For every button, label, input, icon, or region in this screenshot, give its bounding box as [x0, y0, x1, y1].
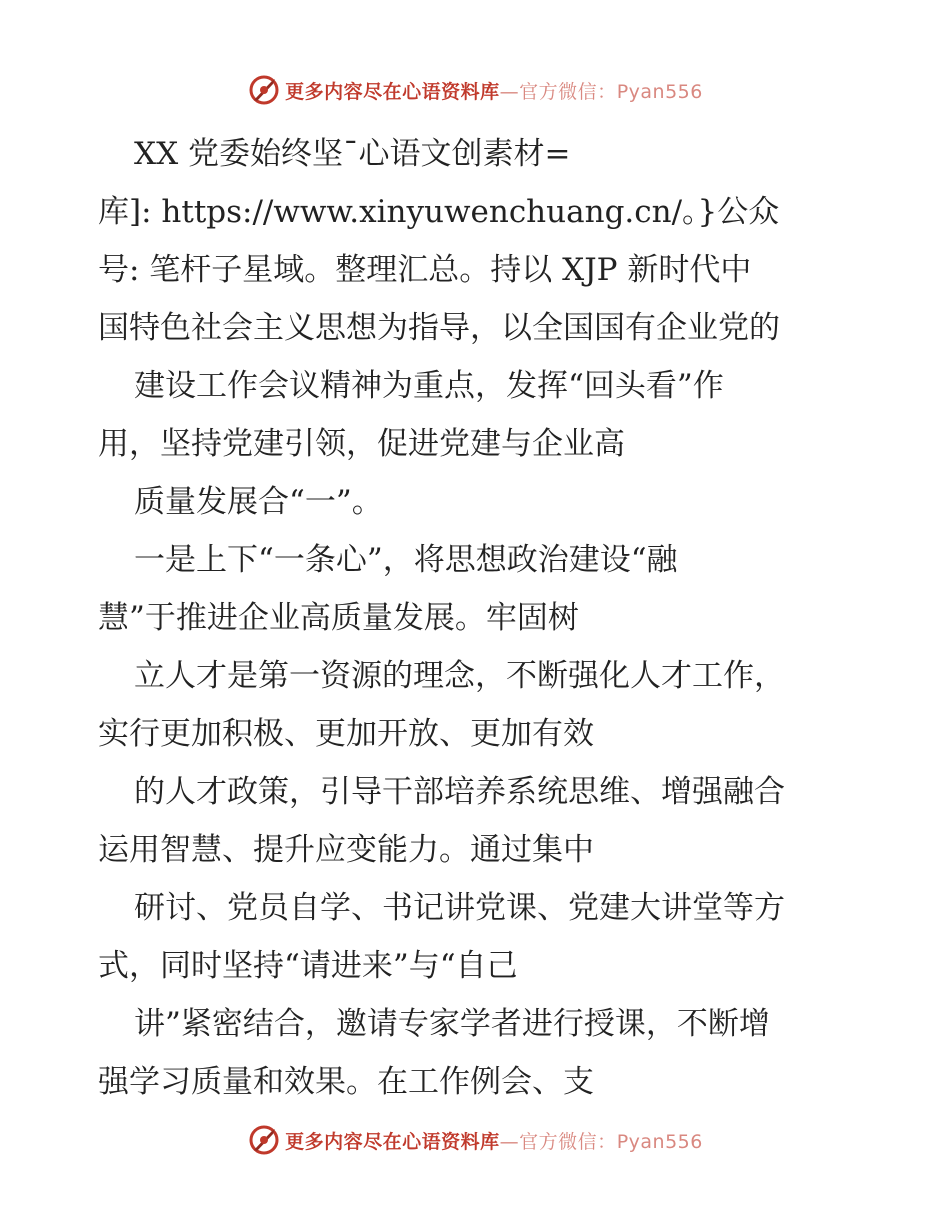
- text-line: XX 党委始终坚¯心语文创素材=: [134, 136, 571, 172]
- text-line: 慧”于推进企业高质量发展。牢固树: [98, 600, 579, 636]
- text-line: 式，同时坚持“请进来”与“自己: [98, 948, 518, 984]
- text-line: 一是上下“一条心”，将思想政治建设“融: [134, 542, 678, 578]
- header-watermark: [0, 70, 950, 110]
- watermark-text: 更多内容尽在心语资料库—官方微信：Pyan556: [285, 80, 703, 103]
- watermark-text: 更多内容尽在心语资料库—官方微信：Pyan556: [285, 1130, 703, 1153]
- text-line: 号: 笔杆子星域。整理汇总。持以 XJP 新时代中: [98, 252, 752, 288]
- document-body: [98, 125, 898, 1111]
- text-line: 国特色社会主义思想为指导，以全国国有企业党的: [98, 310, 780, 346]
- text-line: 库]: https://www.xinyuwenchuang.cn/。}公众: [98, 194, 780, 230]
- text-line: 的人才政策，引导干部培养系统思维、增强融合: [134, 774, 785, 810]
- text-line: 建设工作会议精神为重点，发挥“回头看”作: [134, 368, 724, 404]
- text-line: 研讨、党员自学、书记讲党课、党建大讲堂等方: [134, 890, 785, 926]
- quill-logo-icon: [247, 1123, 281, 1157]
- footer-watermark: [0, 1120, 950, 1160]
- text-line: 实行更加积极、更加开放、更加有效: [98, 716, 594, 752]
- text-line: 运用智慧、提升应变能力。通过集中: [98, 832, 594, 868]
- text-line: 立人才是第一资源的理念，不断强化人才工作，: [134, 658, 785, 694]
- text-line: 讲”紧密结合，邀请专家学者进行授课，不断增: [134, 1006, 770, 1042]
- text-line: 用，坚持党建引领，促进党建与企业高: [98, 426, 625, 462]
- text-line: 质量发展合“一”。: [134, 484, 383, 520]
- quill-logo-icon: [247, 73, 281, 107]
- text-line: 强学习质量和效果。在工作例会、支: [98, 1064, 594, 1100]
